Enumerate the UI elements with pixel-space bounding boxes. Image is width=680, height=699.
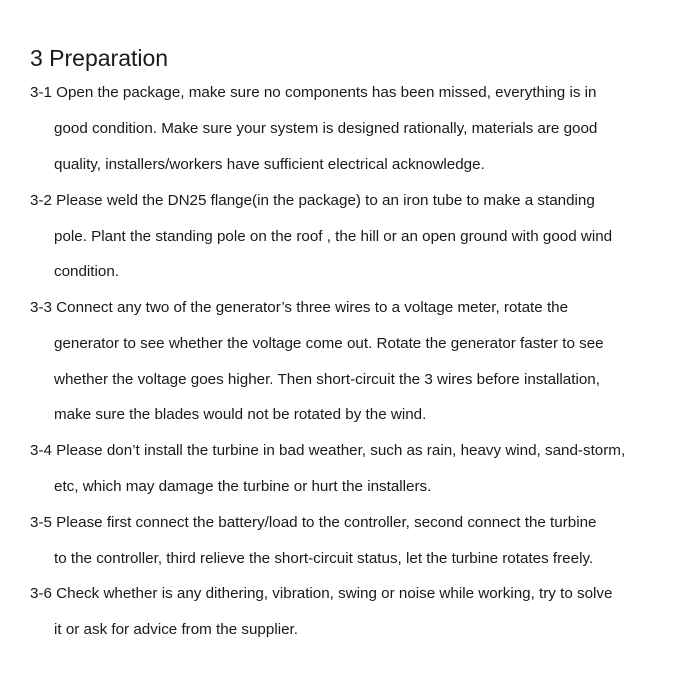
item-3-1-line-2: good condition. Make sure your system is designed rationally, materials are good <box>54 120 598 137</box>
item-3-2-line-1: 3-2 Please weld the DN25 flange(in the package) to an iron tube to make a standing <box>30 192 595 209</box>
item-3-4-line-2: etc, which may damage the turbine or hurt the installers. <box>54 478 432 495</box>
item-3-3-line-2: generator to see whether the voltage come out. Rotate the generator faster to see <box>54 335 604 352</box>
item-3-5-line-2: to the controller, third relieve the short-circuit status, let the turbine rotates freely. <box>54 550 594 567</box>
item-3-6-line-2: it or ask for advice from the supplier. <box>54 621 298 638</box>
item-3-6-line-1: 3-6 Check whether is any dithering, vibration, swing or noise while working, try to solve <box>30 585 613 602</box>
section-heading: 3 Preparation <box>30 45 169 71</box>
item-3-3-line-3: whether the voltage goes higher. Then short-circuit the 3 wires before installation, <box>54 371 600 388</box>
item-3-1-line-1: 3-1 Open the package, make sure no components has been missed, everything is in <box>30 84 597 101</box>
item-3-3-line-4: make sure the blades would not be rotated by the wind. <box>54 406 427 423</box>
item-3-4-line-1: 3-4 Please don’t install the turbine in bad weather, such as rain, heavy wind, sand-storm, <box>30 442 626 459</box>
item-3-2-line-3: condition. <box>54 263 120 280</box>
item-3-1-line-3: quality, installers/workers have sufficient electrical acknowledge. <box>54 156 485 173</box>
item-3-3-line-1: 3-3 Connect any two of the generator’s three wires to a voltage meter, rotate the <box>30 299 569 316</box>
item-3-5-line-1: 3-5 Please first connect the battery/load to the controller, second connect the turbine <box>30 514 597 531</box>
item-3-2-line-2: pole. Plant the standing pole on the roof , the hill or an open ground with good wind <box>54 228 613 245</box>
